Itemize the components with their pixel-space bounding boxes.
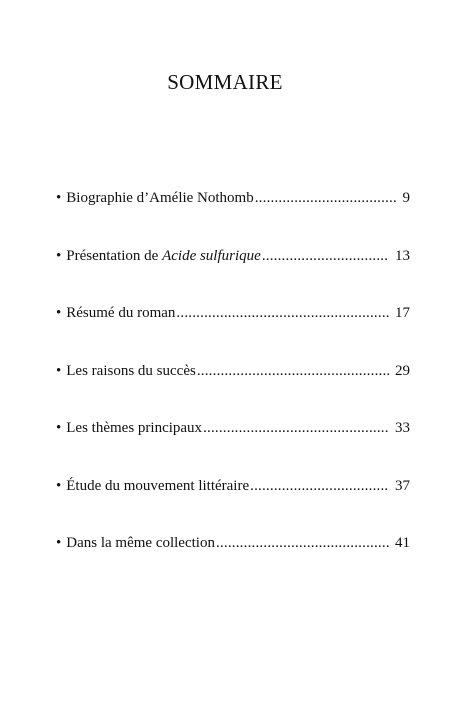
toc-entry-title <box>66 418 202 438</box>
bullet: • <box>56 535 62 551</box>
toc-page-number: 17 <box>395 305 410 321</box>
dot-leader <box>255 188 397 208</box>
toc-entry-presentation <box>56 246 410 304</box>
toc-entry-mouvement <box>56 476 410 534</box>
toc-entry-text: Les thèmes principaux <box>66 420 203 436</box>
toc-entry-text: Présentation de <box>66 247 163 264</box>
toc-entry-resume <box>56 303 410 361</box>
toc-page-number: 41 <box>395 535 410 551</box>
bullet: • <box>56 305 62 321</box>
toc-entry-text: Biographie d’Amélie Nothomb <box>66 190 254 206</box>
toc-entry-title <box>66 246 261 266</box>
dot-leader <box>203 418 389 438</box>
bullet: • <box>56 190 62 206</box>
toc-entry-raisons <box>56 361 410 419</box>
bullet: • <box>56 247 62 264</box>
toc-entry-biographie <box>56 188 410 246</box>
bullet: • <box>56 362 62 379</box>
page-title: SOMMAIRE <box>167 70 283 94</box>
toc-entry-italic-title: Acide sulfurique <box>162 247 261 264</box>
dot-leader <box>216 533 389 553</box>
dot-leader <box>176 303 389 323</box>
dot-leader <box>250 476 389 496</box>
toc-entry-title <box>66 361 196 381</box>
toc-entry-text: Étude du mouvement littéraire <box>66 477 250 494</box>
bullet: • <box>56 420 62 436</box>
toc-entry-title <box>66 188 253 208</box>
toc-page-number: 29 <box>395 362 410 379</box>
toc-entry-text: Dans la même collection <box>66 535 215 551</box>
toc-entry-themes <box>56 418 410 476</box>
toc-entry-title <box>66 533 215 553</box>
toc-entry-title <box>66 476 249 496</box>
toc-entry-text: Résumé du roman <box>66 305 176 321</box>
toc-entry-collection <box>56 533 410 591</box>
dot-leader <box>262 246 389 266</box>
toc-entry-text: Les raisons du succès <box>66 362 196 379</box>
toc-page-number: 9 <box>402 190 410 206</box>
bullet: • <box>56 477 62 494</box>
dot-leader <box>197 361 389 381</box>
toc-page-number: 33 <box>395 420 410 436</box>
table-of-contents <box>56 188 410 591</box>
toc-entry-title <box>66 303 175 323</box>
toc-page-number: 37 <box>395 477 410 494</box>
toc-page-number: 13 <box>395 247 410 264</box>
